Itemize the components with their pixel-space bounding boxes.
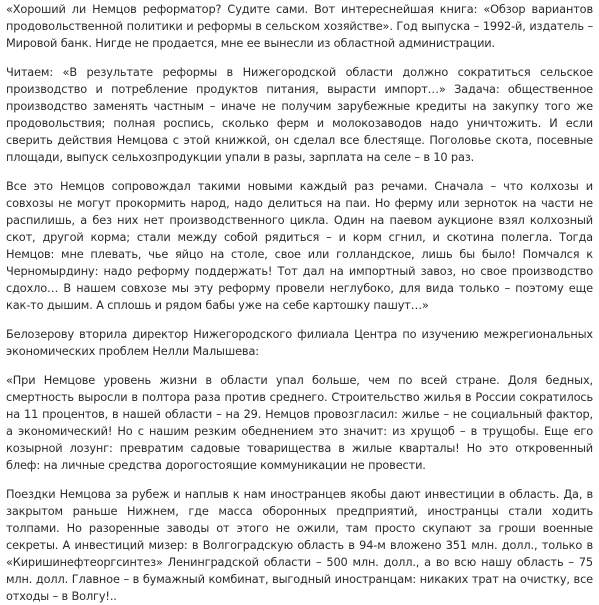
article-paragraph-6: Поездки Немцова за рубеж и наплыв к нам иностранцев якобы дают инвестиции в область. Да, в закрытом раньше Нижнем, где масса оборонных предприятий, иностранцы стали ходить толпами. Но разоренные заводы от этого не ожили, там просто скупают за гроши военные секреты. А инвестиций мизер: в Волгоградскую область в 94-м вложено 351 млн. долл., только в «Киришинефтеоргсинтез» Ленинградской области – 500 млн. долл., а во всю нашу область – 75 млн. долл. Главное – в бумажный комбинат, выгодный иностранцам: никаких трат на очистку, все отходы – в Волгу!.. [6,487,593,603]
article-paragraph-3: Все это Немцов сопровождал такими новыми каждый раз речами. Сначала – что колхозы и совхозы не могут прокормить народ, надо делиться на паи. Но ферму или зерноток на части не распилишь, а без них нет производственного цикла. Один на паевом аукционе взял колхозный скот, другой корма; стали между собой рядиться – и корм сгнил, и скотина полегла. Тогда Немцов: мне плевать, чье яйцо на столе, свое или голландское, лишь бы было! Помчался к Черномырдину: надо реформу поддержать! Тот дал на импортный завоз, но свое производство сдохло… В нашем совхозе мы эту реформу провели неглубоко, для вида только – поэтому еще как-то дышим. А сплошь и рядом бабы уже на себе картошку пашут…» [6,179,593,312]
article-paragraph-4: Белозерову вторила директор Нижегородского филиала Центра по изучению межрегиональных экономических проблем Нелли Малышева: [6,327,593,358]
article-paragraph-1: «Хороший ли Немцов реформатор? Судите сами. Вот интереснейшая книга: «Обзор вариантов продовольственной политики и реформы в сельском хозяйстве». Год выпуска – 1992-й, издатель – Мировой банк. Нигде не продается, мне ее вынесли из областной администрации. [6,2,593,50]
article-paragraph-2: Читаем: «В результате реформы в Нижегородской области должно сократиться сельское производство и потребление продуктов питания, вырасти импорт…» Задача: общественное производство заменять частным – иначе не получим зарубежные кредиты на закупку того же продовольствия; полная роспись, сколько ферм и молокозаводов надо уничтожить. И если сверить действия Немцова с этой книжкой, он сделал все блестяще. Поголовье скота, посевные площади, выпуск сельхозпродукции упали в разы, зарплата на селе – в 10 раз. [6,65,593,164]
article-paragraph-5: «При Немцове уровень жизни в области упал больше, чем по всей стране. Доля бедных, смертность выросли в полтора раза против среднего. Строительство жилья в России сократилось на 11 процентов, в нашей области – на 29. Немцов провозгласил: жилье – не социальный фактор, а экономический! Но с нашим резким обеднением это значит: из хрущоб – в трущобы. Еще его козырной лозунг: превратим садовые товарищества в жилые кварталы! Но это откровенный блеф: на личные средства дорогостоящие коммуникации не провести. [6,373,593,472]
